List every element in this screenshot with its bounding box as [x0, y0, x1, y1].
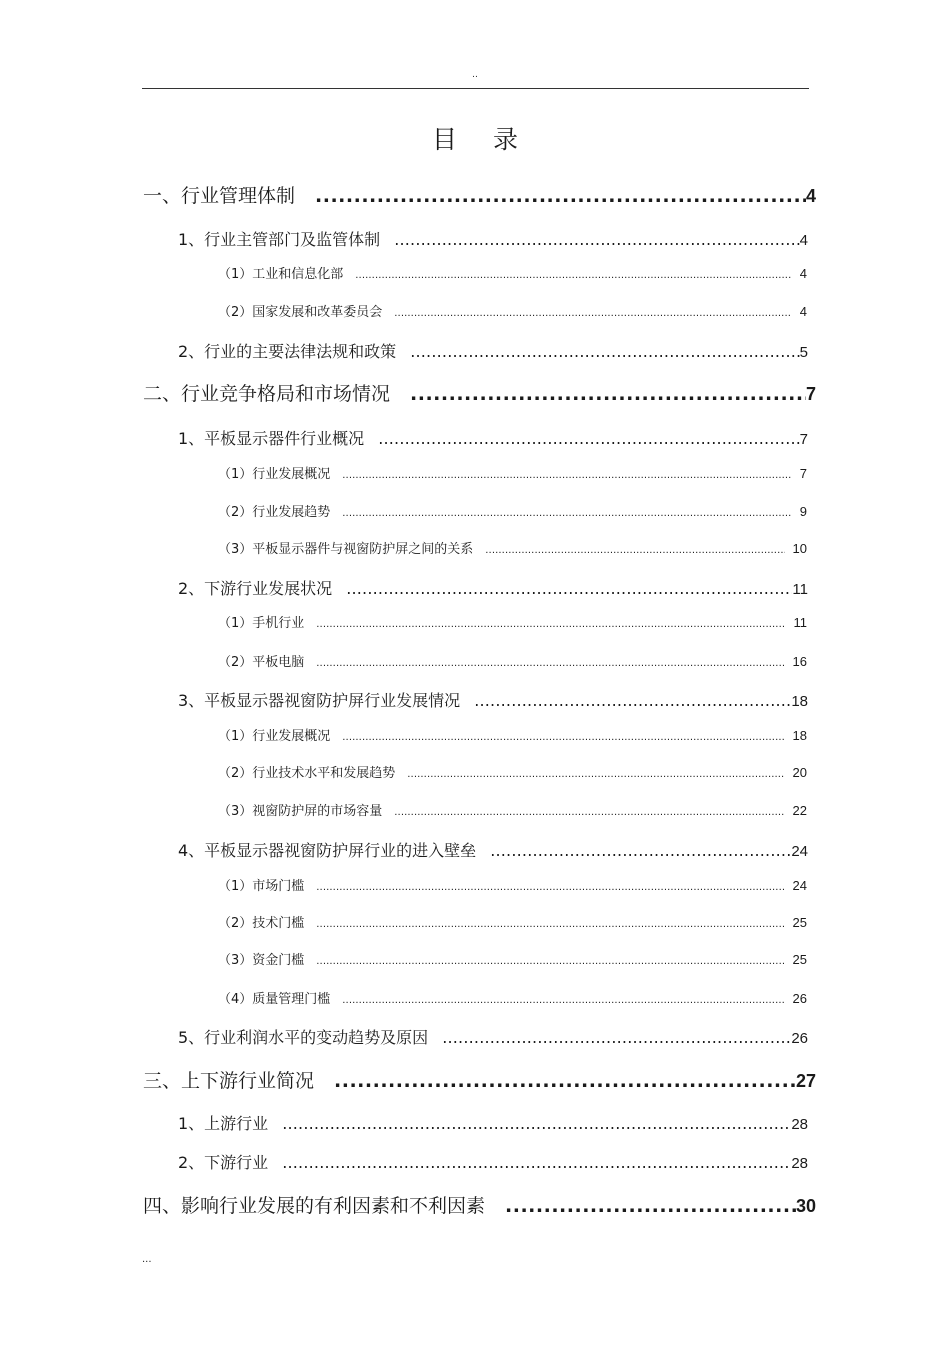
toc-entry-text: 1、平板显示器件行业概况 [178, 429, 365, 448]
toc-page-number: 26 [792, 991, 807, 1006]
toc-page-number: 30 [795, 1196, 816, 1216]
toc-entry-text: 二、行业竞争格局和市场情况 [143, 383, 391, 405]
toc-entry-text: （2）行业发展趋势 [218, 505, 331, 520]
toc-page-number: 18 [792, 728, 807, 743]
dot-leader [394, 808, 784, 818]
dot-leader [342, 509, 791, 519]
toc-page-number: 27 [795, 1071, 816, 1091]
toc-entry-text: （1）手机行业 [218, 616, 305, 631]
dot-leader [410, 344, 799, 360]
dot-leader [485, 546, 784, 556]
toc-title: 目 录 [432, 125, 532, 154]
page-header-mark: .. [472, 70, 478, 80]
toc-entry-text: 1、行业主管部门及监管体制 [178, 230, 381, 249]
toc-page-number: 28 [791, 1155, 808, 1172]
toc-page-number: 25 [792, 915, 807, 930]
toc-page-number: 20 [792, 765, 807, 780]
dot-leader [282, 1116, 791, 1132]
dot-leader [316, 920, 784, 930]
dot-leader [342, 996, 784, 1006]
toc-entry-level3[interactable] [218, 612, 807, 629]
toc-page-number: 25 [792, 952, 807, 967]
toc-entry-level2[interactable] [178, 576, 808, 596]
dot-leader [316, 957, 784, 967]
toc-entry-text: 2、行业的主要法律法规和政策 [178, 342, 397, 361]
dot-leader [442, 1030, 791, 1046]
toc-entry-level1[interactable] [143, 379, 816, 403]
toc-entry-text: （4）质量管理门槛 [218, 992, 331, 1007]
toc-entry-text: （1）市场门槛 [218, 879, 305, 894]
toc-entry-level3[interactable] [218, 912, 807, 929]
toc-entry-text: 5、行业利润水平的变动趋势及原因 [178, 1028, 429, 1047]
toc-page-number: 7 [799, 431, 808, 448]
dot-leader [505, 1197, 796, 1216]
dot-leader [410, 385, 806, 404]
toc-entry-level3[interactable] [218, 988, 807, 1005]
toc-page-number: 26 [791, 1030, 808, 1047]
dot-leader [342, 733, 784, 743]
toc-entry-text: 三、上下游行业简况 [143, 1070, 315, 1092]
toc-entry-level3[interactable] [218, 762, 807, 779]
toc-entry-level1[interactable] [143, 1191, 816, 1215]
toc-page-number: 24 [791, 843, 808, 860]
toc-entry-level2[interactable] [178, 227, 808, 247]
toc-page-number: 24 [792, 878, 807, 893]
toc-entry-text: （2）行业技术水平和发展趋势 [218, 766, 396, 781]
toc-entry-level3[interactable] [218, 538, 807, 555]
page-footer-mark: ... [142, 1254, 152, 1265]
toc-page-number: 28 [791, 1116, 808, 1133]
dot-leader [342, 471, 791, 481]
toc-entry-level1[interactable] [143, 181, 816, 205]
dot-leader [407, 770, 784, 780]
dot-leader [316, 659, 784, 669]
dot-leader [346, 581, 792, 597]
dot-leader [316, 883, 784, 893]
toc-entry-text: 4、平板显示器视窗防护屏行业的进入壁垒 [178, 841, 477, 860]
toc-entry-level3[interactable] [218, 263, 807, 280]
toc-page-number: 4 [799, 266, 807, 281]
toc-entry-text: 3、平板显示器视窗防护屏行业发展情况 [178, 691, 461, 710]
toc-entry-text: （3）资金门槛 [218, 953, 305, 968]
toc-entry-level1[interactable] [143, 1066, 816, 1090]
toc-entry-text: 2、下游行业发展状况 [178, 579, 333, 598]
toc-entry-text: （3）平板显示器件与视窗防护屏之间的关系 [218, 542, 474, 557]
toc-entry-level3[interactable] [218, 501, 807, 518]
dot-leader [334, 1072, 796, 1091]
dot-leader [378, 431, 799, 447]
toc-page-number: 4 [799, 232, 808, 249]
toc-entry-text: （1）行业发展概况 [218, 467, 331, 482]
toc-entry-level2[interactable] [178, 838, 808, 858]
toc-page-number: 7 [799, 466, 807, 481]
toc-page-number: 4 [799, 304, 807, 319]
toc-entry-level3[interactable] [218, 651, 807, 668]
toc-page-number: 18 [791, 693, 808, 710]
dot-leader [355, 271, 791, 281]
toc-page-number: 4 [805, 186, 816, 206]
toc-entry-level3[interactable] [218, 875, 807, 892]
toc-page-number: 22 [792, 803, 807, 818]
toc-entry-level3[interactable] [218, 463, 807, 480]
toc-entry-text: （1）工业和信息化部 [218, 267, 344, 282]
toc-entry-text: 一、行业管理体制 [143, 185, 296, 207]
toc-entry-text: 四、影响行业发展的有利因素和不利因素 [143, 1195, 486, 1217]
toc-entry-level2[interactable] [178, 1025, 808, 1045]
dot-leader [316, 620, 785, 630]
toc-page-number: 5 [799, 344, 808, 361]
toc-entry-level3[interactable] [218, 725, 807, 742]
toc-entry-level2[interactable] [178, 1111, 808, 1131]
toc-entry-text: （2）国家发展和改革委员会 [218, 305, 383, 320]
toc-entry-level3[interactable] [218, 301, 807, 318]
dot-leader [490, 843, 791, 859]
dot-leader [394, 309, 791, 319]
toc-entry-level3[interactable] [218, 949, 807, 966]
toc-page-number: 10 [792, 541, 807, 556]
dot-leader [394, 232, 799, 248]
dot-leader [315, 187, 806, 206]
toc-entry-level2[interactable] [178, 1150, 808, 1170]
toc-page-number: 11 [793, 615, 807, 630]
toc-entry-text: 1、上游行业 [178, 1114, 269, 1133]
toc-entry-level3[interactable] [218, 800, 807, 817]
toc-page-number: 11 [792, 581, 808, 598]
toc-page-number: 9 [799, 504, 807, 519]
toc-entry-text: （3）视窗防护屏的市场容量 [218, 804, 383, 819]
dot-leader [474, 693, 791, 709]
toc-entry-text: 2、下游行业 [178, 1153, 269, 1172]
toc-entry-text: （2）技术门槛 [218, 916, 305, 931]
toc-entry-level2[interactable] [178, 688, 808, 708]
toc-page-number: 16 [792, 654, 807, 669]
dot-leader [282, 1155, 791, 1171]
toc-entry-text: （2）平板电脑 [218, 655, 305, 670]
toc-entry-level2[interactable] [178, 339, 808, 359]
toc-page-number: 7 [805, 384, 816, 404]
toc-entry-text: （1）行业发展概况 [218, 729, 331, 744]
toc-entry-level2[interactable] [178, 426, 808, 446]
